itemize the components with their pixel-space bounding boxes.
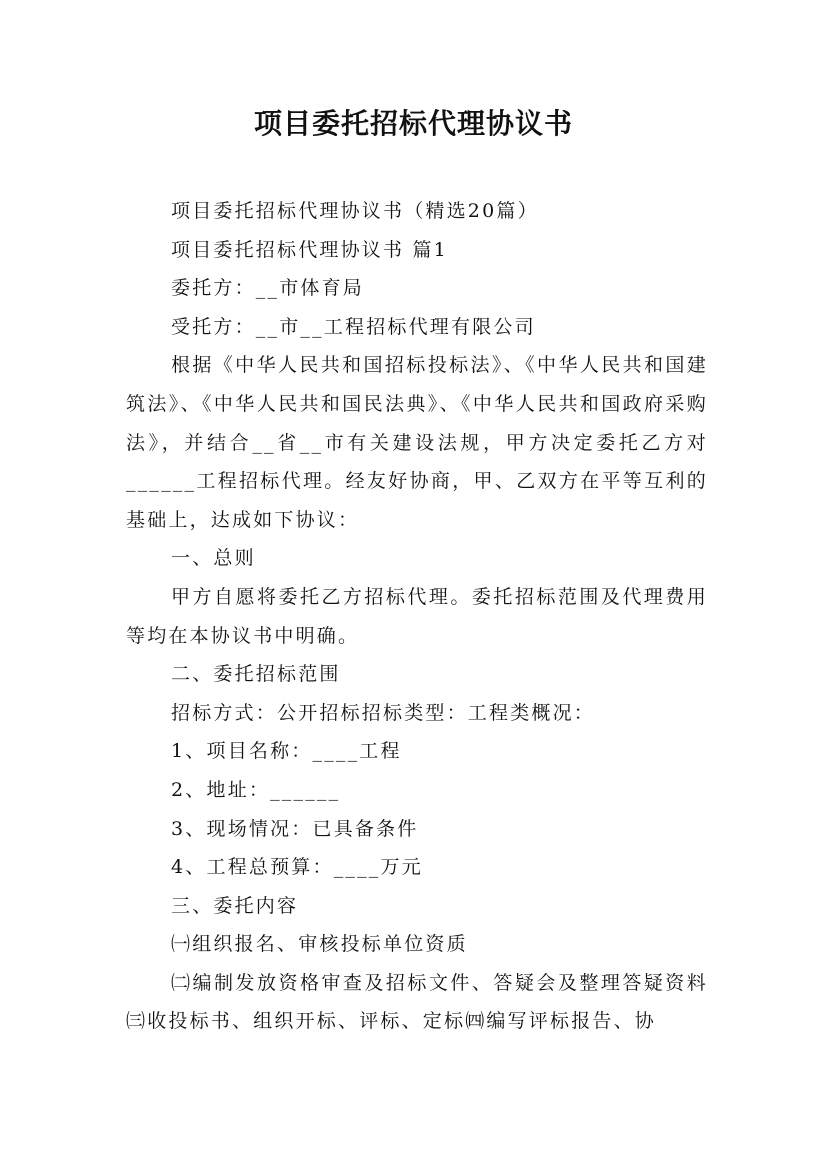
paragraph-basis: 根据《中华人民共和国招标投标法》、《中华人民共和国建筑法》、《中华人民共和国民法典》、《中华人民共和国政府采购法》，并结合__省__市有关建设法规，甲方决定委托乙方对______工程招标代理。经友好协商，甲、乙双方在平等互利的基础上，达成如下协议： [126, 354, 708, 531]
paragraph-subtitle: 项目委托招标代理协议书（精选20篇） [171, 200, 539, 222]
document-title: 项目委托招标代理协议书 [253, 107, 573, 140]
paragraph-bidding-method: 招标方式：公开招标招标类型：工程类概况： [171, 701, 596, 724]
paragraph-general: 甲方自愿将委托乙方招标代理。委托招标范围及代理费用等均在本协议书中明确。 [126, 585, 708, 647]
section-heading-general: 一、总则 [171, 547, 256, 570]
list-item-project-name: 1、项目名称：____工程 [171, 740, 402, 763]
list-item-budget: 4、工程总预算：____万元 [171, 856, 423, 879]
paragraph-client: 委托方：__市体育局 [171, 277, 365, 300]
paragraph-agent: 受托方：__市__工程招标代理有限公司 [171, 315, 536, 338]
section-heading-scope: 二、委托招标范围 [171, 663, 341, 686]
section-heading-content: 三、委托内容 [171, 894, 299, 917]
paragraph-chapter-heading: 项目委托招标代理协议书 篇1 [171, 238, 448, 261]
content-item-2: ㈡编制发放资格审查及招标文件、答疑会及整理答疑资料㈢收投标书、组织开标、评标、定标㈣编写评标报告、协 [126, 971, 708, 1033]
list-item-site-conditions: 3、现场情况：已具备条件 [171, 817, 419, 840]
list-item-address: 2、地址：______ [171, 778, 341, 801]
content-item-1: ㈠组织报名、审核投标单位资质 [171, 933, 468, 956]
document-body [126, 192, 708, 1041]
